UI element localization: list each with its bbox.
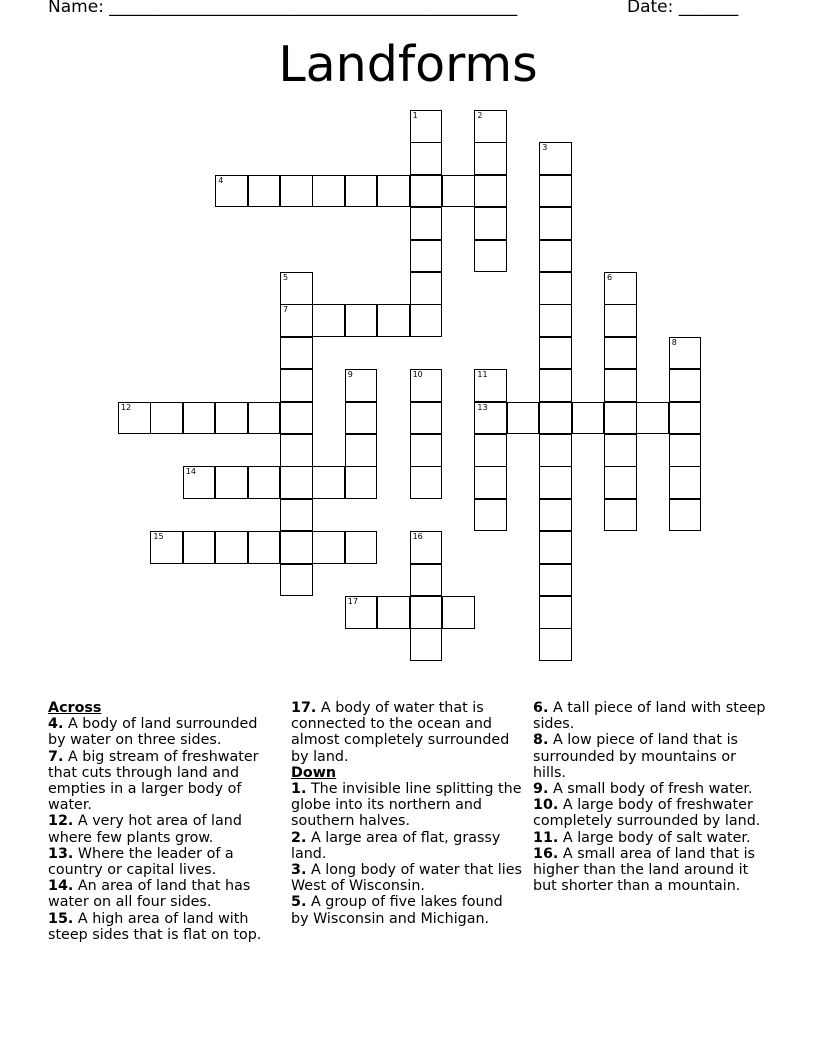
crossword-cell[interactable] <box>539 596 572 629</box>
crossword-cell[interactable] <box>410 596 443 629</box>
crossword-cell[interactable] <box>410 531 443 564</box>
crossword-cell[interactable] <box>410 304 443 337</box>
crossword-cell[interactable] <box>248 531 281 564</box>
clue-number: 17 <box>347 597 358 606</box>
crossword-cell[interactable] <box>410 142 443 175</box>
crossword-cell[interactable] <box>669 434 702 467</box>
crossword-cell[interactable] <box>410 466 443 499</box>
clue-down: 5. A group of five lakes found by Wisconsin and Michigan. <box>291 894 503 927</box>
crossword-cell[interactable] <box>604 304 637 337</box>
crossword-cell[interactable] <box>215 402 248 435</box>
clue-down: 2. A large area of flat, grassy land. <box>291 829 501 862</box>
clue-number: 5 <box>283 273 289 282</box>
clue-number: 6 <box>607 273 613 282</box>
crossword-cell[interactable] <box>669 337 702 370</box>
down-heading: Down <box>291 764 337 781</box>
crossword-cell[interactable] <box>604 434 637 467</box>
crossword-cell[interactable] <box>539 628 572 661</box>
crossword-cell[interactable] <box>669 466 702 499</box>
crossword-cell[interactable] <box>312 531 345 564</box>
crossword-cell[interactable] <box>312 175 345 208</box>
crossword-cell[interactable] <box>280 402 313 435</box>
crossword-cell[interactable] <box>312 304 345 337</box>
crossword-cell[interactable] <box>410 369 443 402</box>
crossword-cell[interactable] <box>183 531 216 564</box>
clue-number: 4 <box>218 175 224 185</box>
crossword-cell[interactable] <box>345 596 378 629</box>
clue-column-3 <box>533 700 773 894</box>
crossword-cell[interactable] <box>183 402 216 435</box>
clue-down: 1. The invisible line splitting the globe into its northern and southern halves. <box>291 781 522 830</box>
clue-number: 16 <box>412 532 423 542</box>
crossword-cell[interactable] <box>410 240 443 273</box>
crossword-cell[interactable] <box>539 240 572 273</box>
crossword-cell[interactable] <box>442 175 475 208</box>
crossword-cell[interactable] <box>474 402 507 435</box>
page-title: Landforms <box>278 36 538 93</box>
crossword-cell[interactable] <box>539 304 572 337</box>
clue-down: 3. A long body of water that lies West of Wisconsin. <box>291 862 522 895</box>
crossword-cell[interactable] <box>183 466 216 499</box>
crossword-cell[interactable] <box>410 207 443 240</box>
crossword-cell[interactable] <box>345 304 378 337</box>
clue-across: 4. A body of land surrounded by water on three sides. <box>48 716 258 749</box>
crossword-cell[interactable] <box>280 272 313 305</box>
name-field-label: Name: ________________________________________________ <box>48 0 518 17</box>
crossword-cell[interactable] <box>345 402 378 435</box>
clue-down: 10. A large body of freshwater completely surrounded by land. <box>533 797 761 830</box>
crossword-cell[interactable] <box>280 369 313 402</box>
clue-across: 17. A body of water that is connected to the ocean and almost completely surrounded by land. <box>291 700 510 765</box>
crossword-cell[interactable] <box>248 402 281 435</box>
clue-down: 8. A low piece of land that is surrounded by mountains or hills. <box>533 732 739 781</box>
clue-number: 2 <box>477 111 483 120</box>
across-heading: Across <box>48 700 102 716</box>
crossword-cell[interactable] <box>377 596 410 629</box>
clue-number: 15 <box>153 532 164 542</box>
crossword-cell[interactable] <box>539 434 572 467</box>
crossword-cell[interactable] <box>410 402 443 435</box>
clue-column-1 <box>48 700 278 943</box>
crossword-cell[interactable] <box>539 272 572 305</box>
clue-number: 9 <box>347 370 353 380</box>
crossword-cell[interactable] <box>280 175 313 208</box>
crossword-cell[interactable] <box>345 369 378 402</box>
clue-column-2 <box>291 700 523 927</box>
crossword-cell[interactable] <box>604 337 637 370</box>
crossword-cell[interactable] <box>215 466 248 499</box>
crossword-cell[interactable] <box>474 240 507 273</box>
crossword-cell[interactable] <box>604 369 637 402</box>
crossword-cell[interactable] <box>280 564 313 597</box>
clue-down: 11. A large body of salt water. <box>533 829 751 846</box>
crossword-cell[interactable] <box>410 628 443 661</box>
crossword-cell[interactable] <box>539 207 572 240</box>
crossword-cell[interactable] <box>539 531 572 564</box>
crossword-cell[interactable] <box>410 272 443 305</box>
crossword-cell[interactable] <box>604 272 637 305</box>
clue-number: 13 <box>477 402 488 412</box>
crossword-cell[interactable] <box>312 466 345 499</box>
crossword-cell[interactable] <box>474 434 507 467</box>
crossword-cell[interactable] <box>280 337 313 370</box>
clue-number: 14 <box>185 467 196 477</box>
crossword-cell[interactable] <box>377 175 410 208</box>
clue-across: 7. A big stream of freshwater that cuts through land and empties in a larger body of water. <box>48 748 259 814</box>
crossword-cell[interactable] <box>442 596 475 629</box>
crossword-cell[interactable] <box>507 402 540 435</box>
clue-number: 10 <box>412 370 423 380</box>
crossword-cell[interactable] <box>604 499 637 532</box>
crossword-cell[interactable] <box>669 499 702 532</box>
crossword-cell[interactable] <box>474 369 507 402</box>
crossword-cell[interactable] <box>280 434 313 467</box>
crossword-cell[interactable] <box>345 466 378 499</box>
crossword-cell[interactable] <box>345 531 378 564</box>
clue-across: 14. An area of land that has water on all four sides. <box>48 878 251 911</box>
crossword-cell[interactable] <box>539 402 572 435</box>
clue-down: 9. A small body of fresh water. <box>533 781 753 798</box>
crossword-cell[interactable] <box>539 466 572 499</box>
crossword-cell[interactable] <box>215 531 248 564</box>
clue-number: 7 <box>283 305 289 315</box>
crossword-cell[interactable] <box>410 434 443 467</box>
crossword-cell[interactable] <box>248 466 281 499</box>
crossword-cell[interactable] <box>539 142 572 175</box>
crossword-cell[interactable] <box>410 175 443 208</box>
crossword-cell[interactable] <box>539 337 572 370</box>
clue-number: 3 <box>542 143 548 153</box>
crossword-cell[interactable] <box>280 304 313 337</box>
clue-number: 1 <box>412 111 418 120</box>
clue-number: 12 <box>121 402 132 412</box>
crossword-cell[interactable] <box>410 110 443 143</box>
crossword-cell[interactable] <box>539 499 572 532</box>
clue-across: 13. Where the leader of a country or capital lives. <box>48 845 234 879</box>
clue-number: 8 <box>671 337 677 347</box>
crossword-cell[interactable] <box>474 142 507 175</box>
crossword-cell[interactable] <box>604 402 637 435</box>
crossword-cell[interactable] <box>604 466 637 499</box>
crossword-cell[interactable] <box>474 499 507 532</box>
crossword-cell[interactable] <box>280 466 313 499</box>
clue-across: 15. A high area of land with steep sides that is flat on top. <box>48 910 262 943</box>
crossword-cell[interactable] <box>345 175 378 208</box>
crossword-cell[interactable] <box>669 402 702 435</box>
crossword-cell[interactable] <box>539 175 572 208</box>
clue-down: 6. A tall piece of land with steep sides. <box>533 700 766 733</box>
crossword-cell[interactable] <box>669 369 702 402</box>
crossword-cell[interactable] <box>150 531 183 564</box>
crossword-cell[interactable] <box>118 402 151 435</box>
crossword-cell[interactable] <box>474 175 507 208</box>
crossword-cell[interactable] <box>280 531 313 564</box>
crossword-cell[interactable] <box>377 304 410 337</box>
crossword-cell[interactable] <box>248 175 281 208</box>
date-field-label: Date: _______ <box>627 0 739 17</box>
crossword-cell[interactable] <box>539 564 572 597</box>
crossword-cell[interactable] <box>215 175 248 208</box>
clue-down: 16. A small area of land that is higher than the land around it but shorter than a mountain. <box>533 845 755 895</box>
crossword-cell[interactable] <box>636 402 669 435</box>
crossword-cell[interactable] <box>150 402 183 435</box>
clue-across: 12. A very hot area of land where few plants grow. <box>48 813 242 846</box>
crossword-cell[interactable] <box>474 110 507 143</box>
crossword-cell[interactable] <box>474 207 507 240</box>
crossword-cell[interactable] <box>410 564 443 597</box>
clue-number: 11 <box>477 370 488 380</box>
crossword-cell[interactable] <box>474 466 507 499</box>
crossword-cell[interactable] <box>280 499 313 532</box>
crossword-cell[interactable] <box>539 369 572 402</box>
crossword-cell[interactable] <box>572 402 605 435</box>
crossword-cell[interactable] <box>345 434 378 467</box>
